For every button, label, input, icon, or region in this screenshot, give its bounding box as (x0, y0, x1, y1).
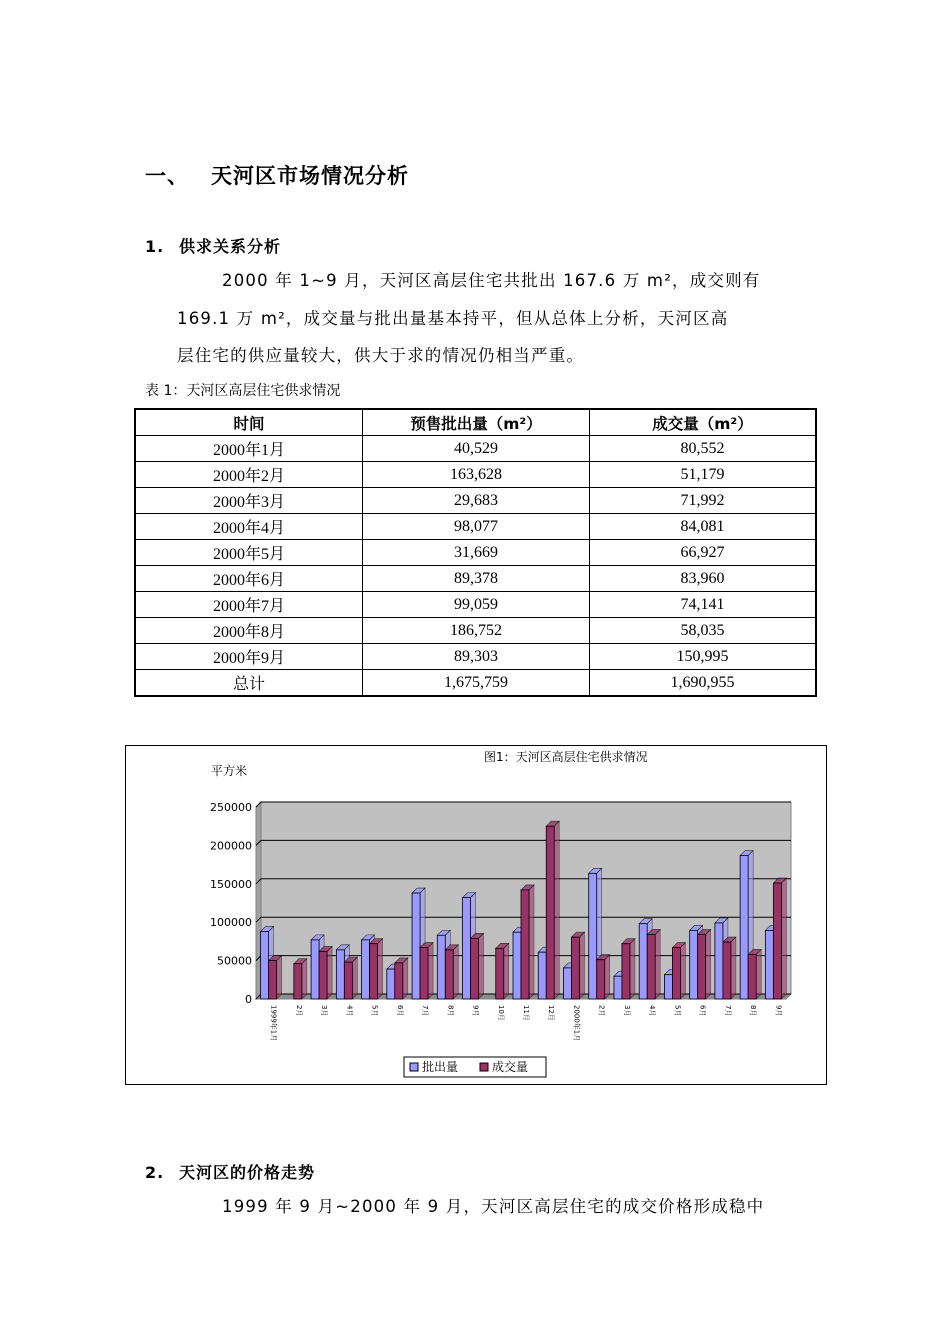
bar-sales (622, 944, 630, 999)
table-row (135, 540, 816, 566)
bar-side (579, 932, 584, 999)
x-tick-label: 4月 (345, 1005, 354, 1017)
chart-legend (404, 1057, 546, 1077)
table-caption: 表 1：天河区高层住宅供求情况 (145, 383, 341, 399)
bar-supply (715, 923, 723, 999)
bar-sales (370, 944, 378, 999)
x-tick-label: 11月 (522, 1005, 530, 1021)
bar-supply (513, 932, 521, 999)
x-tick-label: 8月 (446, 1005, 455, 1017)
bar-side (630, 939, 635, 999)
x-tick-label: 9月 (471, 1005, 480, 1017)
bar-supply (690, 930, 698, 999)
cell-time: 2000年4月 (135, 514, 363, 540)
cell-time: 总计 (135, 670, 363, 697)
cell-time: 2000年5月 (135, 540, 363, 566)
y-tick-label: 0 (245, 993, 252, 1006)
x-tick-label: 9月 (774, 1005, 783, 1017)
legend-swatch (410, 1063, 418, 1071)
cell-presale: 89,303 (363, 644, 590, 670)
cell-presale: 98,077 (363, 514, 590, 540)
table-row (135, 618, 816, 644)
chart-y-label: 平方米 (211, 764, 248, 778)
table-row (135, 514, 816, 540)
cell-volume: 1,690,955 (590, 670, 817, 697)
paragraph-line: 1999 年 9 月~2000 年 9 月，天河区高层住宅的成交价格形成稳中 (222, 1197, 765, 1216)
bar-sales (521, 890, 529, 999)
x-tick-label: 5月 (370, 1005, 379, 1017)
bar-sales (773, 883, 781, 999)
bar-sales (294, 964, 302, 999)
bar-sales (597, 960, 605, 999)
bar-supply (362, 940, 370, 999)
cell-time: 2000年7月 (135, 592, 363, 618)
bar-side (529, 885, 534, 999)
cell-volume: 74,141 (590, 592, 817, 618)
subsection-number: 1. (145, 237, 165, 256)
bar-supply (614, 976, 622, 999)
y-tick-label: 150000 (210, 877, 252, 891)
bar-sales (395, 963, 403, 999)
cell-presale: 99,059 (363, 592, 590, 618)
table-row (135, 566, 816, 592)
bar-supply (538, 952, 546, 999)
subsection-title: 天河区的价格走势 (179, 1163, 316, 1182)
y-tick-label: 200000 (210, 839, 252, 853)
bar-supply (589, 873, 597, 999)
bar-supply (740, 856, 748, 999)
paragraph-line-1: 2000 年 1~9 月，天河区高层住宅共批出 167.6 万 m²，成交则有 (222, 271, 761, 290)
bar-supply (412, 893, 420, 999)
bar-sales (647, 934, 655, 999)
cell-volume: 150,995 (590, 644, 817, 670)
cell-time: 2000年3月 (135, 488, 363, 514)
cell-volume: 66,927 (590, 540, 817, 566)
x-tick-label: 5月 (673, 1005, 682, 1017)
bar-supply (639, 924, 647, 999)
bar-sales (496, 948, 504, 999)
bar-side (756, 949, 761, 999)
cell-time: 2000年6月 (135, 566, 363, 592)
bar-side (605, 955, 610, 999)
bar-sales (672, 948, 680, 999)
cell-presale: 40,529 (363, 436, 590, 462)
bar-supply (261, 931, 269, 999)
cell-time: 2000年9月 (135, 644, 363, 670)
cell-volume: 71,992 (590, 488, 817, 514)
legend-label: 批出量 (422, 1060, 459, 1074)
x-tick-label: 3月 (622, 1005, 631, 1017)
subsection-heading-2 (145, 1160, 315, 1183)
cell-presale: 1,675,759 (363, 670, 590, 697)
cell-volume: 58,035 (590, 618, 817, 644)
section-title: 天河区市场情况分析 (211, 164, 409, 188)
cell-volume: 84,081 (590, 514, 817, 540)
header-time: 时间 (135, 409, 363, 436)
bar-sales (698, 935, 706, 999)
legend-swatch (480, 1063, 488, 1071)
x-tick-label: 8月 (749, 1005, 758, 1017)
x-tick-label: 2月 (294, 1005, 303, 1017)
bar-chart (126, 746, 826, 1084)
y-tick-label: 100000 (210, 916, 252, 930)
y-tick-label: 50000 (217, 954, 252, 968)
bar-supply (664, 975, 672, 999)
x-tick-label: 7月 (421, 1005, 430, 1017)
bar-supply (311, 940, 319, 999)
bar-supply (463, 898, 471, 999)
subsection-number: 2. (145, 1163, 165, 1182)
bar-sales (571, 937, 579, 999)
bar-sales (471, 938, 479, 999)
x-tick-label: 6月 (395, 1005, 404, 1017)
table-row (135, 644, 816, 670)
bar-supply (765, 930, 773, 999)
x-tick-label: 6月 (698, 1005, 707, 1017)
cell-presale: 31,669 (363, 540, 590, 566)
bar-side (428, 943, 433, 999)
bar-supply (336, 950, 344, 999)
legend-label: 成交量 (492, 1060, 529, 1074)
table-row (135, 488, 816, 514)
bar-side (403, 958, 408, 999)
bar-sales (344, 962, 352, 999)
bar-sales (723, 942, 731, 999)
bar-side (706, 930, 711, 999)
y-tick-label: 250000 (210, 801, 252, 814)
bar-supply (437, 935, 445, 999)
subsection-title: 供求关系分析 (179, 237, 282, 256)
cell-time: 2000年8月 (135, 618, 363, 644)
bar-sales (269, 961, 277, 999)
cell-volume: 80,552 (590, 436, 817, 462)
table-row (135, 462, 816, 488)
header-volume: 成交量（m²） (590, 409, 817, 436)
bar-side (479, 933, 484, 999)
cell-presale: 29,683 (363, 488, 590, 514)
x-tick-label: 2月 (597, 1005, 606, 1017)
header-presale: 预售批出量（m²） (363, 409, 590, 436)
cell-volume: 83,960 (590, 566, 817, 592)
table-header-row (135, 409, 816, 436)
cell-presale: 89,378 (363, 566, 590, 592)
bar-sales (445, 950, 453, 999)
bar-supply (563, 968, 571, 999)
supply-demand-table (134, 408, 817, 697)
cell-presale: 186,752 (363, 618, 590, 644)
paragraph-line-3: 层住宅的供应量较大，供大于求的情况仍相当严重。 (177, 346, 585, 365)
section-heading (145, 160, 409, 190)
x-tick-label: 10月 (496, 1005, 505, 1021)
bar-side (453, 945, 458, 999)
section-number: 一、 (145, 164, 189, 188)
cell-volume: 51,179 (590, 462, 817, 488)
paragraph-line-2: 169.1 万 m²，成交量与批出量基本持平，但从总体上分析，天河区高 (177, 309, 729, 328)
bar-side (781, 878, 786, 999)
bar-supply (387, 969, 395, 999)
subsection-heading-1 (145, 234, 281, 257)
cell-presale: 163,628 (363, 462, 590, 488)
cell-time: 2000年1月 (135, 436, 363, 462)
table-row (135, 670, 816, 697)
x-tick-label: 12月 (547, 1005, 556, 1021)
x-tick-label: 7月 (723, 1005, 732, 1017)
bar-side (554, 821, 559, 999)
bar-sales (748, 954, 756, 999)
bar-side (680, 943, 685, 999)
bar-side (504, 943, 509, 999)
table-row (135, 592, 816, 618)
x-tick-label: 4月 (648, 1005, 657, 1017)
x-tick-label: 1999年1月 (269, 1005, 278, 1042)
chart-frame (125, 745, 827, 1085)
bar-sales (546, 826, 554, 999)
bar-side (327, 946, 332, 999)
x-tick-label: 2000年1月 (572, 1005, 581, 1042)
cell-time: 2000年2月 (135, 462, 363, 488)
bar-sales (319, 951, 327, 999)
bar-side (302, 959, 307, 999)
bar-side (277, 956, 282, 999)
table-row (135, 436, 816, 462)
x-tick-label: 3月 (320, 1005, 329, 1017)
bar-side (731, 937, 736, 999)
bar-sales (420, 948, 428, 999)
bar-side (352, 957, 357, 999)
bar-side (378, 939, 383, 999)
bar-side (655, 929, 660, 999)
chart-title: 图1：天河区高层住宅供求情况 (484, 750, 648, 764)
